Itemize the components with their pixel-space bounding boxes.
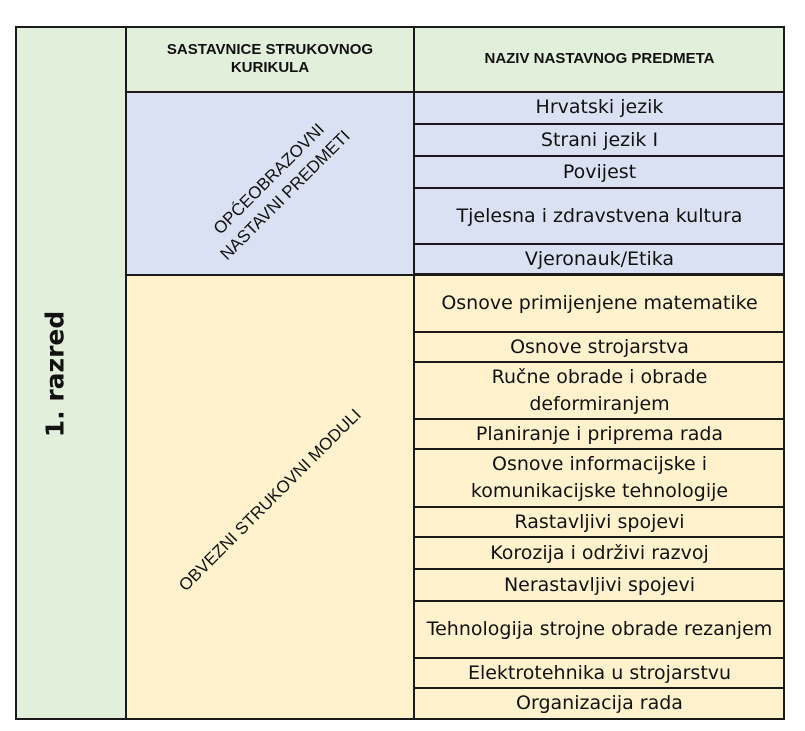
subject-row: Strani jezik I (414, 125, 785, 157)
subject-row: Planiranje i priprema rada (414, 420, 785, 450)
subject-row: Ručne obrade i obrade deformiranjem (414, 363, 785, 420)
header-subject-label: NAZIV NASTAVNOG PREDMETA (484, 50, 715, 67)
subject-row: Osnove primijenjene matematike (414, 275, 785, 333)
divider (125, 91, 785, 93)
subject-row: Povijest (414, 157, 785, 189)
header-components (126, 26, 414, 92)
category-general-label: OPĆEOBRAZOVNI NASTAVNI PREDMETI (209, 119, 354, 264)
subject-row: Elektrotehnika u strojarstvu (414, 659, 785, 689)
divider (125, 26, 127, 720)
subject-row: Rastavljivi spojevi (414, 508, 785, 538)
divider (413, 26, 415, 720)
subject-row: Osnove informacijske i komunikacijske tehnologije (414, 450, 785, 508)
category-vocational-label: OBVEZNI STRUKOVNI MODULI (175, 405, 365, 595)
header-components-label: SASTAVNICE STRUKOVNOG KURIKULA (166, 41, 374, 76)
grade-label: 1. razred (40, 310, 70, 438)
subject-row: Tjelesna i zdravstvena kultura (414, 189, 785, 245)
divider (125, 274, 785, 276)
header-subject (414, 26, 785, 92)
subject-row: Osnove strojarstva (414, 333, 785, 363)
subject-row: Vjeronauk/Etika (414, 245, 785, 275)
subject-row: Hrvatski jezik (414, 92, 785, 125)
grade-cell (15, 26, 126, 720)
subject-row: Organizacija rada (414, 689, 785, 720)
subject-row: Nerastavljivi spojevi (414, 570, 785, 602)
subject-list (414, 92, 785, 720)
subject-row: Korozija i održivi razvoj (414, 538, 785, 570)
subject-row: Tehnologija strojne obrade rezanjem (414, 602, 785, 659)
